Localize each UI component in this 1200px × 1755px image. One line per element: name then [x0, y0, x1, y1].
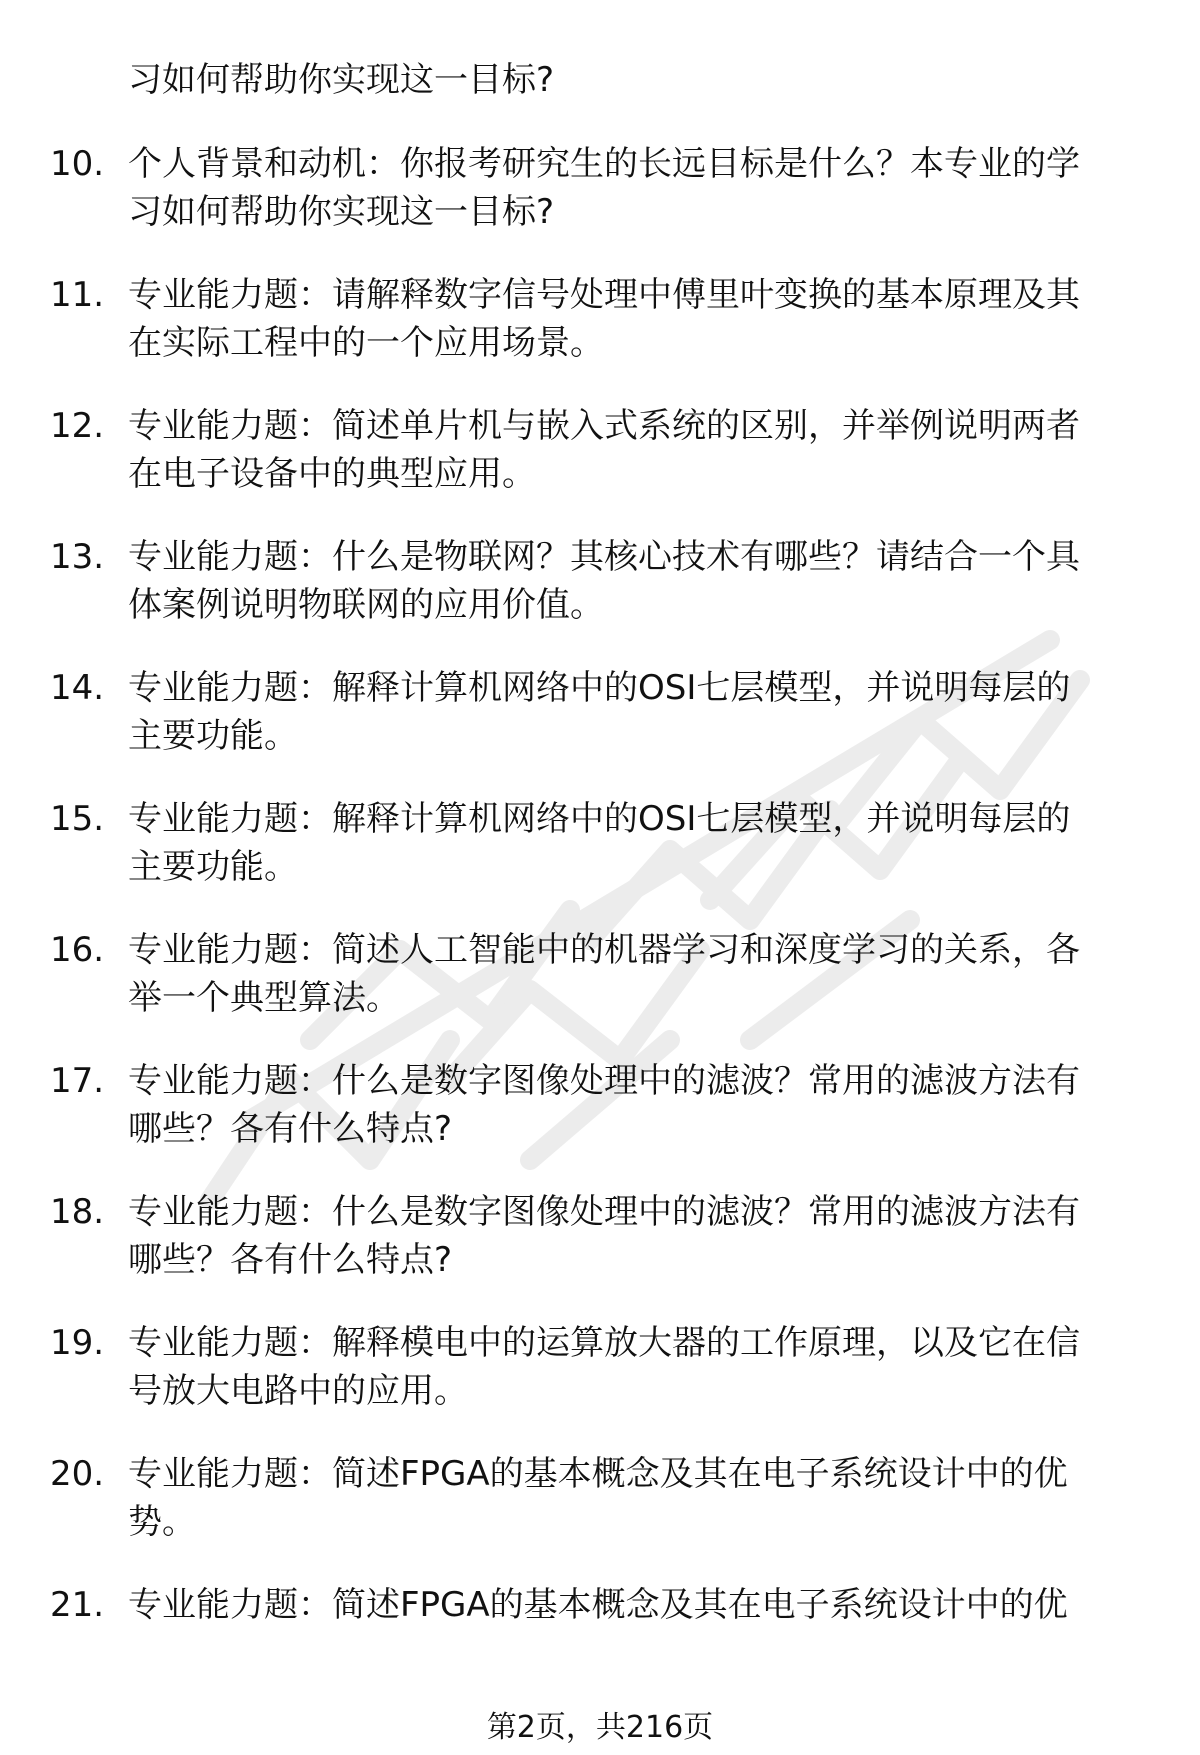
question-item: [50, 402, 1150, 533]
question-item: [50, 1188, 1150, 1319]
continuation-line: 习如何帮助你实现这一目标?: [128, 60, 555, 100]
question-text: [128, 664, 1128, 760]
question-text-line: 专业能力题：请解释数字信号处理中傅里叶变换的基本原理及其: [128, 275, 1080, 315]
question-text: [128, 402, 1128, 498]
question-text-line: 哪些？各有什么特点?: [128, 1109, 453, 1149]
question-text-line: 专业能力题：什么是数字图像处理中的滤波？常用的滤波方法有: [128, 1061, 1080, 1101]
question-text-line: 在电子设备中的典型应用。: [128, 454, 536, 494]
question-text-line: 主要功能。: [128, 847, 298, 887]
question-number: 15.: [50, 799, 105, 839]
question-text: [128, 140, 1128, 236]
question-item: [50, 140, 1150, 271]
question-text-line: 体案例说明物联网的应用价值。: [128, 585, 604, 625]
question-text: [128, 271, 1128, 367]
question-number: 18.: [50, 1192, 105, 1232]
page-number: 第2页，共216页: [486, 1710, 714, 1745]
question-number: 19.: [50, 1323, 105, 1363]
question-number: 16.: [50, 930, 105, 970]
question-text: [128, 1581, 1128, 1629]
question-text-line: 专业能力题：解释计算机网络中的OSI七层模型，并说明每层的: [128, 668, 1071, 708]
question-item: [50, 533, 1150, 664]
question-text-line: 举一个典型算法。: [128, 978, 400, 1018]
question-item: [50, 795, 1150, 926]
question-number: 17.: [50, 1061, 105, 1101]
question-item: [50, 1581, 1150, 1712]
question-number: 14.: [50, 668, 105, 708]
question-number: 12.: [50, 406, 105, 446]
question-item: [50, 271, 1150, 402]
question-number: 11.: [50, 275, 105, 315]
question-number: 20.: [50, 1454, 105, 1494]
question-text-line: 在实际工程中的一个应用场景。: [128, 323, 604, 363]
question-text-line: 专业能力题：解释模电中的运算放大器的工作原理，以及它在信: [128, 1323, 1080, 1363]
question-number: 13.: [50, 537, 105, 577]
question-text-line: 专业能力题：简述单片机与嵌入式系统的区别，并举例说明两者: [128, 406, 1080, 446]
question-text-line: 专业能力题：什么是物联网？其核心技术有哪些？请结合一个具: [128, 537, 1080, 577]
question-number: 21.: [50, 1585, 105, 1625]
question-text-line: 号放大电路中的应用。: [128, 1371, 468, 1411]
question-text: [128, 1319, 1128, 1415]
question-text-line: 专业能力题：简述人工智能中的机器学习和深度学习的关系，各: [128, 930, 1080, 970]
question-text-line: 势。: [128, 1502, 196, 1542]
question-text-line: 个人背景和动机：你报考研究生的长远目标是什么？本专业的学: [128, 144, 1080, 184]
question-item: [50, 1319, 1150, 1450]
question-text: [128, 926, 1128, 1022]
question-text-line: 专业能力题：简述FPGA的基本概念及其在电子系统设计中的优: [128, 1585, 1068, 1625]
question-item: [50, 664, 1150, 795]
question-text: [128, 1450, 1128, 1546]
question-text-line: 专业能力题：简述FPGA的基本概念及其在电子系统设计中的优: [128, 1454, 1068, 1494]
question-item: [50, 1057, 1150, 1188]
question-text: [128, 1188, 1128, 1284]
question-text: [128, 795, 1128, 891]
question-number: 10.: [50, 144, 105, 184]
question-item: [50, 1450, 1150, 1581]
question-list: [50, 140, 1150, 1712]
question-text-line: 哪些？各有什么特点?: [128, 1240, 453, 1280]
question-text-line: 主要功能。: [128, 716, 298, 756]
question-text: [128, 1057, 1128, 1153]
question-text: [128, 533, 1128, 629]
question-text-line: 专业能力题：什么是数字图像处理中的滤波？常用的滤波方法有: [128, 1192, 1080, 1232]
question-text-line: 习如何帮助你实现这一目标?: [128, 192, 555, 232]
question-item: [50, 926, 1150, 1057]
question-text-line: 专业能力题：解释计算机网络中的OSI七层模型，并说明每层的: [128, 799, 1071, 839]
